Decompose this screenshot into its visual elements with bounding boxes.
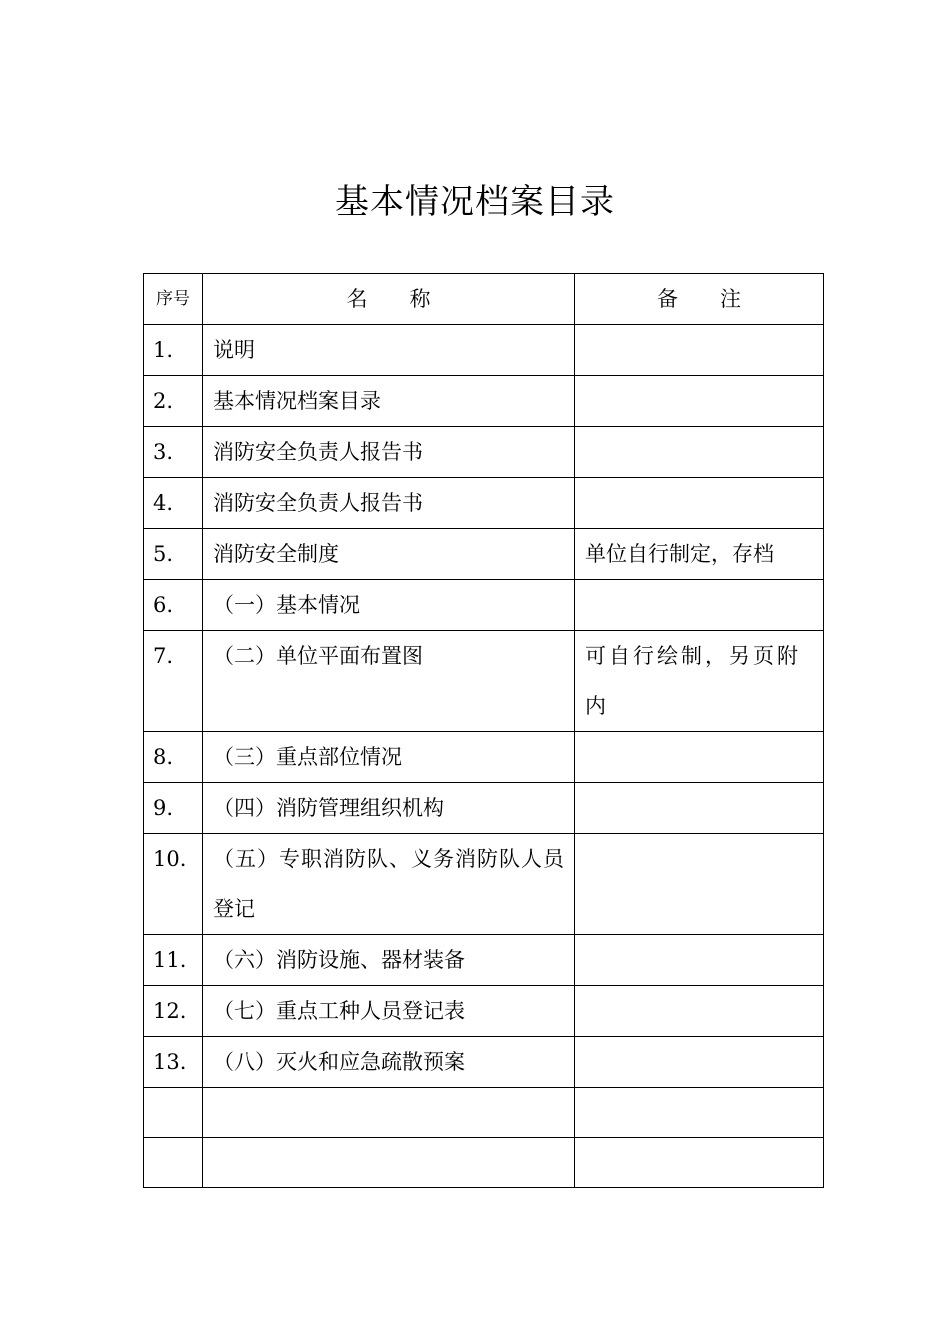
cell-note: [575, 1037, 824, 1088]
cell-note: 可自行绘制，另页附内: [575, 631, 824, 732]
cell-name: （二）单位平面布置图: [203, 631, 575, 732]
cell-name: （四）消防管理组织机构: [203, 783, 575, 834]
cell-no: 8.: [144, 732, 203, 783]
cell-note: [575, 1138, 824, 1188]
table-header-row: [144, 274, 824, 325]
table-row: [144, 325, 824, 376]
cell-name: 消防安全负责人报告书: [203, 427, 575, 478]
table-row: [144, 529, 824, 580]
cell-no: 5.: [144, 529, 203, 580]
cell-name: （五）专职消防队、义务消防队人员登记: [203, 834, 575, 935]
cell-note: [575, 427, 824, 478]
cell-no: 9.: [144, 783, 203, 834]
table-row: [144, 1138, 824, 1188]
cell-note: [575, 732, 824, 783]
cell-note: [575, 834, 824, 935]
header-name: 名 称: [203, 274, 575, 325]
cell-name: （一）基本情况: [203, 580, 575, 631]
cell-no: 11.: [144, 935, 203, 986]
table-row: [144, 986, 824, 1037]
cell-no: 13.: [144, 1037, 203, 1088]
table-row: [144, 783, 824, 834]
cell-note: [575, 376, 824, 427]
cell-no: 12.: [144, 986, 203, 1037]
cell-no: [144, 1088, 203, 1138]
cell-name: （六）消防设施、器材装备: [203, 935, 575, 986]
cell-name: （七）重点工种人员登记表: [203, 986, 575, 1037]
table-row: [144, 935, 824, 986]
catalog-table: [143, 273, 824, 1188]
header-note: 备 注: [575, 274, 824, 325]
table-row: [144, 376, 824, 427]
cell-note: [575, 478, 824, 529]
cell-name: （八）灭火和应急疏散预案: [203, 1037, 575, 1088]
cell-note: [575, 935, 824, 986]
cell-name: （三）重点部位情况: [203, 732, 575, 783]
cell-no: 10.: [144, 834, 203, 935]
cell-name: [203, 1138, 575, 1188]
cell-name: 消防安全负责人报告书: [203, 478, 575, 529]
cell-note: 单位自行制定，存档: [575, 529, 824, 580]
cell-no: 2.: [144, 376, 203, 427]
table-row: [144, 478, 824, 529]
cell-note: [575, 325, 824, 376]
cell-no: 3.: [144, 427, 203, 478]
table-row: [144, 580, 824, 631]
cell-no: [144, 1138, 203, 1188]
cell-note: [575, 580, 824, 631]
cell-note: [575, 783, 824, 834]
page-title: 基本情况档案目录: [335, 182, 615, 222]
cell-name: 基本情况档案目录: [203, 376, 575, 427]
table-row: [144, 834, 824, 935]
table-row: [144, 732, 824, 783]
cell-name: 消防安全制度: [203, 529, 575, 580]
table-row: [144, 1037, 824, 1088]
table-row: [144, 1088, 824, 1138]
table-row: [144, 427, 824, 478]
cell-no: 6.: [144, 580, 203, 631]
cell-name: 说明: [203, 325, 575, 376]
cell-no: 4.: [144, 478, 203, 529]
table-row: [144, 631, 824, 732]
header-no: 序号: [144, 274, 203, 325]
cell-no: 7.: [144, 631, 203, 732]
cell-no: 1.: [144, 325, 203, 376]
cell-note: [575, 986, 824, 1037]
cell-name: [203, 1088, 575, 1138]
cell-note: [575, 1088, 824, 1138]
